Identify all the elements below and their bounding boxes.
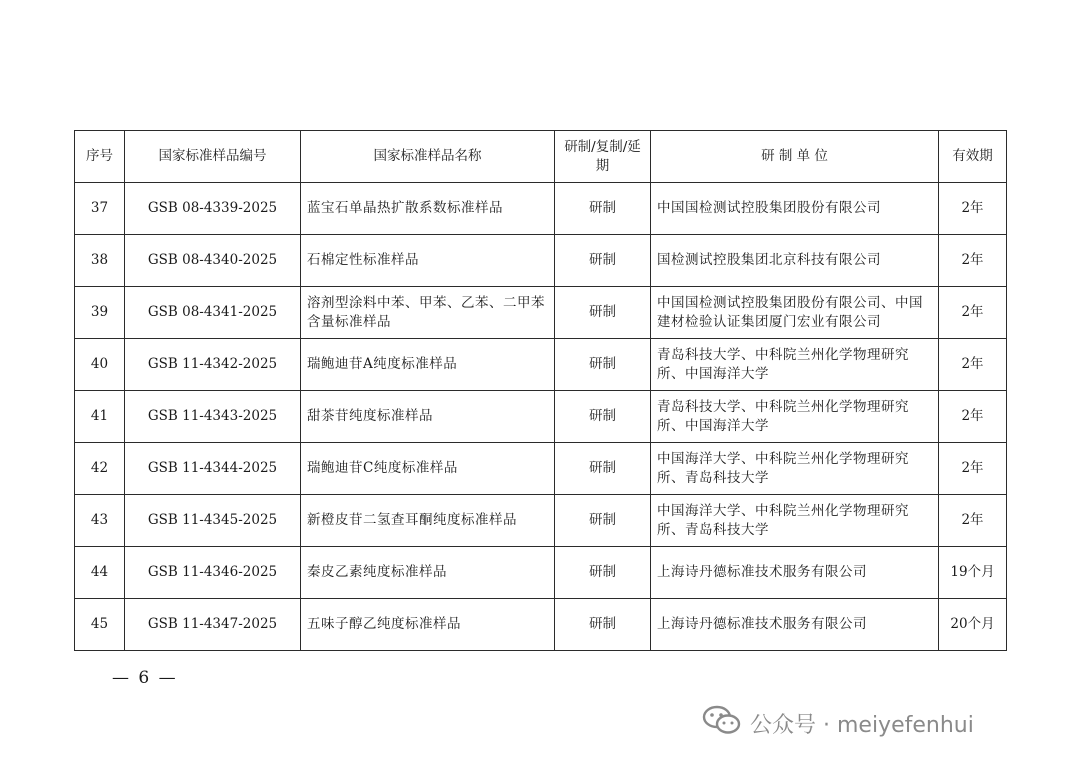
cell-seq: 42 — [75, 443, 125, 495]
cell-type: 研制 — [555, 391, 651, 443]
cell-type: 研制 — [555, 495, 651, 547]
cell-seq: 39 — [75, 287, 125, 339]
header-name: 国家标准样品名称 — [301, 131, 555, 183]
cell-seq: 41 — [75, 391, 125, 443]
table-row — [75, 391, 1007, 443]
cell-code: GSB 08-4341-2025 — [125, 287, 301, 339]
cell-code: GSB 11-4346-2025 — [125, 547, 301, 599]
header-seq: 序号 — [75, 131, 125, 183]
table-header-row — [75, 131, 1007, 183]
cell-unit: 中国海洋大学、中科院兰州化学物理研究所、青岛科技大学 — [651, 495, 939, 547]
cell-type: 研制 — [555, 235, 651, 287]
cell-code: GSB 11-4342-2025 — [125, 339, 301, 391]
table-row — [75, 443, 1007, 495]
cell-seq: 38 — [75, 235, 125, 287]
cell-validity: 2年 — [939, 287, 1007, 339]
cell-name: 瑞鲍迪苷A纯度标准样品 — [301, 339, 555, 391]
cell-unit: 国检测试控股集团北京科技有限公司 — [651, 235, 939, 287]
cell-validity: 2年 — [939, 443, 1007, 495]
header-unit: 研 制 单 位 — [651, 131, 939, 183]
cell-code: GSB 08-4339-2025 — [125, 183, 301, 235]
cell-type: 研制 — [555, 287, 651, 339]
cell-type: 研制 — [555, 339, 651, 391]
cell-validity: 2年 — [939, 495, 1007, 547]
cell-name: 新橙皮苷二氢查耳酮纯度标准样品 — [301, 495, 555, 547]
cell-name: 溶剂型涂料中苯、甲苯、乙苯、二甲苯含量标准样品 — [301, 287, 555, 339]
cell-unit: 中国国检测试控股集团股份有限公司 — [651, 183, 939, 235]
table-row — [75, 495, 1007, 547]
cell-unit: 上海诗丹德标准技术服务有限公司 — [651, 547, 939, 599]
header-validity: 有效期 — [939, 131, 1007, 183]
table-row — [75, 599, 1007, 651]
cell-code: GSB 11-4344-2025 — [125, 443, 301, 495]
cell-validity: 2年 — [939, 391, 1007, 443]
cell-unit: 中国国检测试控股集团股份有限公司、中国建材检验认证集团厦门宏业有限公司 — [651, 287, 939, 339]
cell-type: 研制 — [555, 599, 651, 651]
cell-validity: 2年 — [939, 183, 1007, 235]
wechat-icon — [702, 705, 742, 741]
table-row — [75, 287, 1007, 339]
cell-unit: 青岛科技大学、中科院兰州化学物理研究所、中国海洋大学 — [651, 391, 939, 443]
cell-code: GSB 11-4347-2025 — [125, 599, 301, 651]
cell-validity: 20个月 — [939, 599, 1007, 651]
cell-name: 五味子醇乙纯度标准样品 — [301, 599, 555, 651]
cell-validity: 2年 — [939, 235, 1007, 287]
table-row — [75, 183, 1007, 235]
cell-name: 蓝宝石单晶热扩散系数标准样品 — [301, 183, 555, 235]
cell-unit: 中国海洋大学、中科院兰州化学物理研究所、青岛科技大学 — [651, 443, 939, 495]
cell-code: GSB 11-4343-2025 — [125, 391, 301, 443]
cell-seq: 43 — [75, 495, 125, 547]
cell-name: 石棉定性标准样品 — [301, 235, 555, 287]
cell-name: 秦皮乙素纯度标准样品 — [301, 547, 555, 599]
cell-code: GSB 08-4340-2025 — [125, 235, 301, 287]
cell-unit: 上海诗丹德标准技术服务有限公司 — [651, 599, 939, 651]
table-row — [75, 235, 1007, 287]
header-type: 研制/复制/延期 — [555, 131, 651, 183]
cell-seq: 44 — [75, 547, 125, 599]
watermark-text: 公众号 · meiyefenhui — [750, 712, 974, 738]
cell-validity: 19个月 — [939, 547, 1007, 599]
cell-type: 研制 — [555, 183, 651, 235]
table-row — [75, 339, 1007, 391]
cell-seq: 40 — [75, 339, 125, 391]
watermark — [702, 705, 974, 741]
cell-type: 研制 — [555, 547, 651, 599]
header-code: 国家标准样品编号 — [125, 131, 301, 183]
cell-name: 瑞鲍迪苷C纯度标准样品 — [301, 443, 555, 495]
cell-unit: 青岛科技大学、中科院兰州化学物理研究所、中国海洋大学 — [651, 339, 939, 391]
cell-validity: 2年 — [939, 339, 1007, 391]
standards-table — [74, 130, 1007, 651]
cell-code: GSB 11-4345-2025 — [125, 495, 301, 547]
table-row — [75, 547, 1007, 599]
cell-name: 甜茶苷纯度标准样品 — [301, 391, 555, 443]
cell-type: 研制 — [555, 443, 651, 495]
cell-seq: 45 — [75, 599, 125, 651]
cell-seq: 37 — [75, 183, 125, 235]
page-number: — 6 — — [112, 668, 178, 688]
